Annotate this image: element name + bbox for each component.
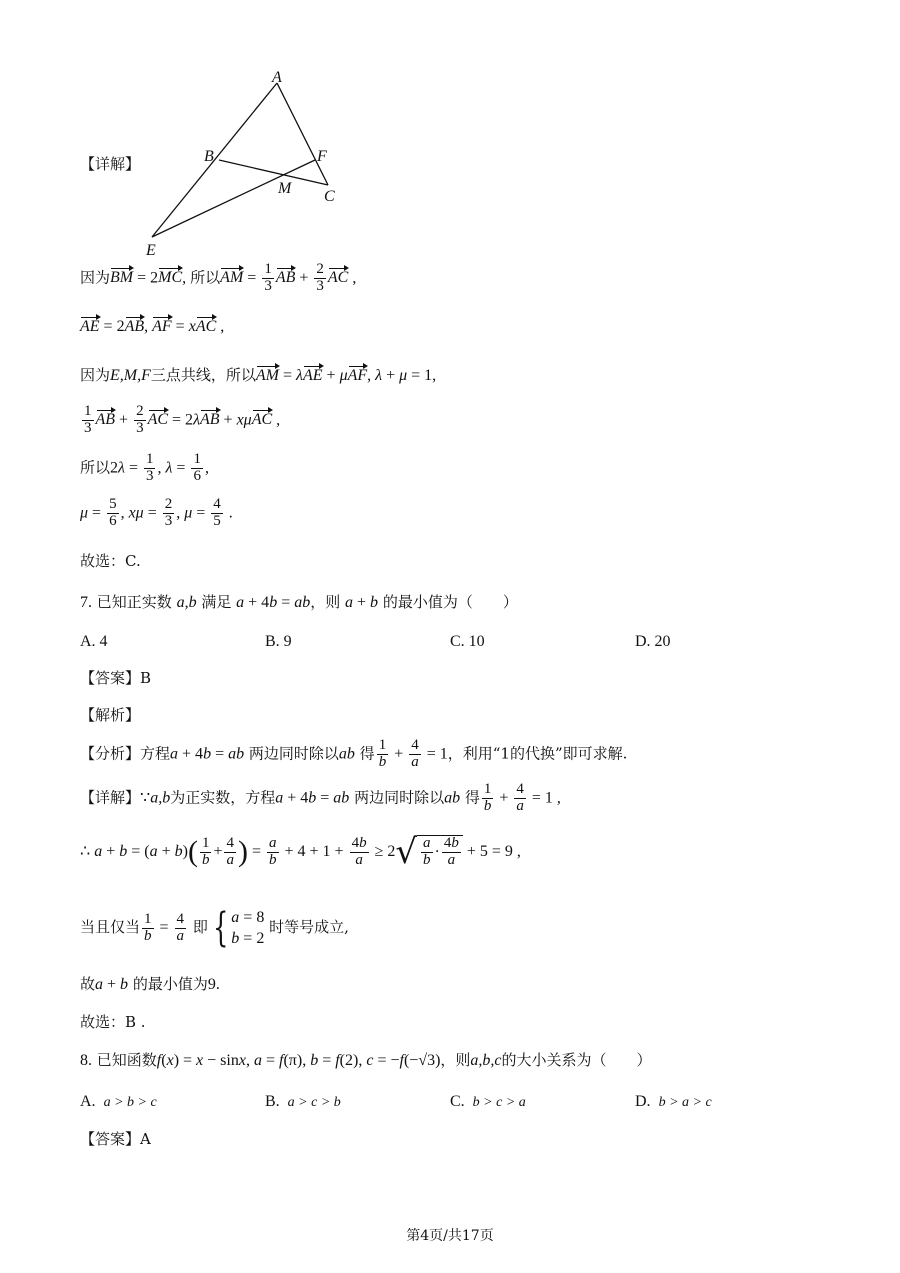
conclusion-q6: 故选：C.: [80, 552, 141, 570]
label-B: B: [204, 148, 214, 165]
q7-option-a[interactable]: A. 4: [80, 633, 108, 650]
segment-AE: [152, 83, 277, 237]
q8-option-d[interactable]: D. b > a > c: [635, 1093, 712, 1110]
q8-option-b[interactable]: B. a > c > b: [265, 1093, 341, 1110]
segment-EF: [152, 160, 315, 237]
label-C: C: [324, 188, 335, 205]
detail-label: 【详解】: [80, 155, 141, 173]
label-A: A: [272, 69, 282, 86]
q8-option-a[interactable]: A. a > b > c: [80, 1093, 157, 1110]
label-F: F: [317, 148, 327, 165]
line-4: $\frac{1}{3}$ AB + $\frac{2}{3}$ AC = 2λAB + xμAC ,: [84, 403, 281, 436]
segment-AC: [277, 83, 328, 185]
line-2: AE = 2AB, AF = xAC ,: [80, 318, 225, 335]
q7-option-b[interactable]: B. 9: [265, 633, 292, 650]
q7-option-d[interactable]: D. 20: [635, 633, 671, 650]
line-1: 因为BM = 2MC, 所以AM = $\frac{1}{3}$ AB + $\frac{2}{3}$ AC ,: [80, 261, 357, 294]
q7-answer: 【答案】B: [80, 669, 152, 687]
q7-min: 故a + b 的最小值为9.: [80, 975, 220, 993]
q8-option-c[interactable]: C. b > c > a: [450, 1093, 526, 1110]
q7-option-c[interactable]: C. 10: [450, 633, 485, 650]
line-5: 所以2λ = $\frac{1}{3}$ , λ = $\frac{1}{6}$ ,: [80, 451, 209, 484]
line-3: 因为E,M,F三点共线，所以AM = λAE + μAF, λ + μ = 1,: [80, 366, 437, 384]
q7-stem: 7. 已知正实数 a,b 满足 a + 4b = ab，则 a + b 的最小值为（ ）: [80, 593, 518, 611]
triangle-figure: [140, 65, 360, 265]
label-M: M: [278, 180, 292, 197]
q7-derivation: ∴ a + b = (a + b)( $\frac{1}{b}$ + $\frac{4}{a}$ ) = $\frac{a}{b}$ + 4 + 1 + $\frac{4b}{a}$ ≥ 2√ $\frac{a}{b}$ · $\frac{4b}{a}$ + 5 = 9 ,: [80, 832, 521, 872]
q7-detail: 【详解】∵a,b为正实数，方程a + 4b = ab 两边同时除以ab 得 $\frac{1}{b}$ + $\frac{4}{a}$ = 1 ,: [80, 781, 561, 814]
segment-BC: [219, 160, 328, 185]
q7-conclusion: 故选：B .: [80, 1013, 146, 1031]
line-6: μ = $\frac{5}{6}$ , xμ = $\frac{2}{3}$ , μ = $\frac{4}{5}$ .: [80, 496, 233, 529]
page-footer: 第4页/共17页: [406, 1228, 494, 1244]
q7-equality: 当且仅当 $\frac{1}{b}$ = $\frac{4}{a}$ 即 { a = 8 b = 2 时等号成立,: [80, 905, 349, 951]
q8-stem: 8. 已知函数f(x) = x − sinx, a = f(π), b = f(2), c = −f(−√3)，则a,b,c的大小关系为（ ）: [80, 1051, 652, 1069]
q7-analysis-title: 【解析】: [80, 706, 141, 724]
q8-answer: 【答案】A: [80, 1130, 151, 1148]
q7-analysis: 【分析】方程a + 4b = ab 两边同时除以ab 得 $\frac{1}{b}$ + $\frac{4}{a}$ = 1，利用“1的代换”即可求解.: [80, 737, 628, 770]
label-E: E: [146, 242, 156, 259]
